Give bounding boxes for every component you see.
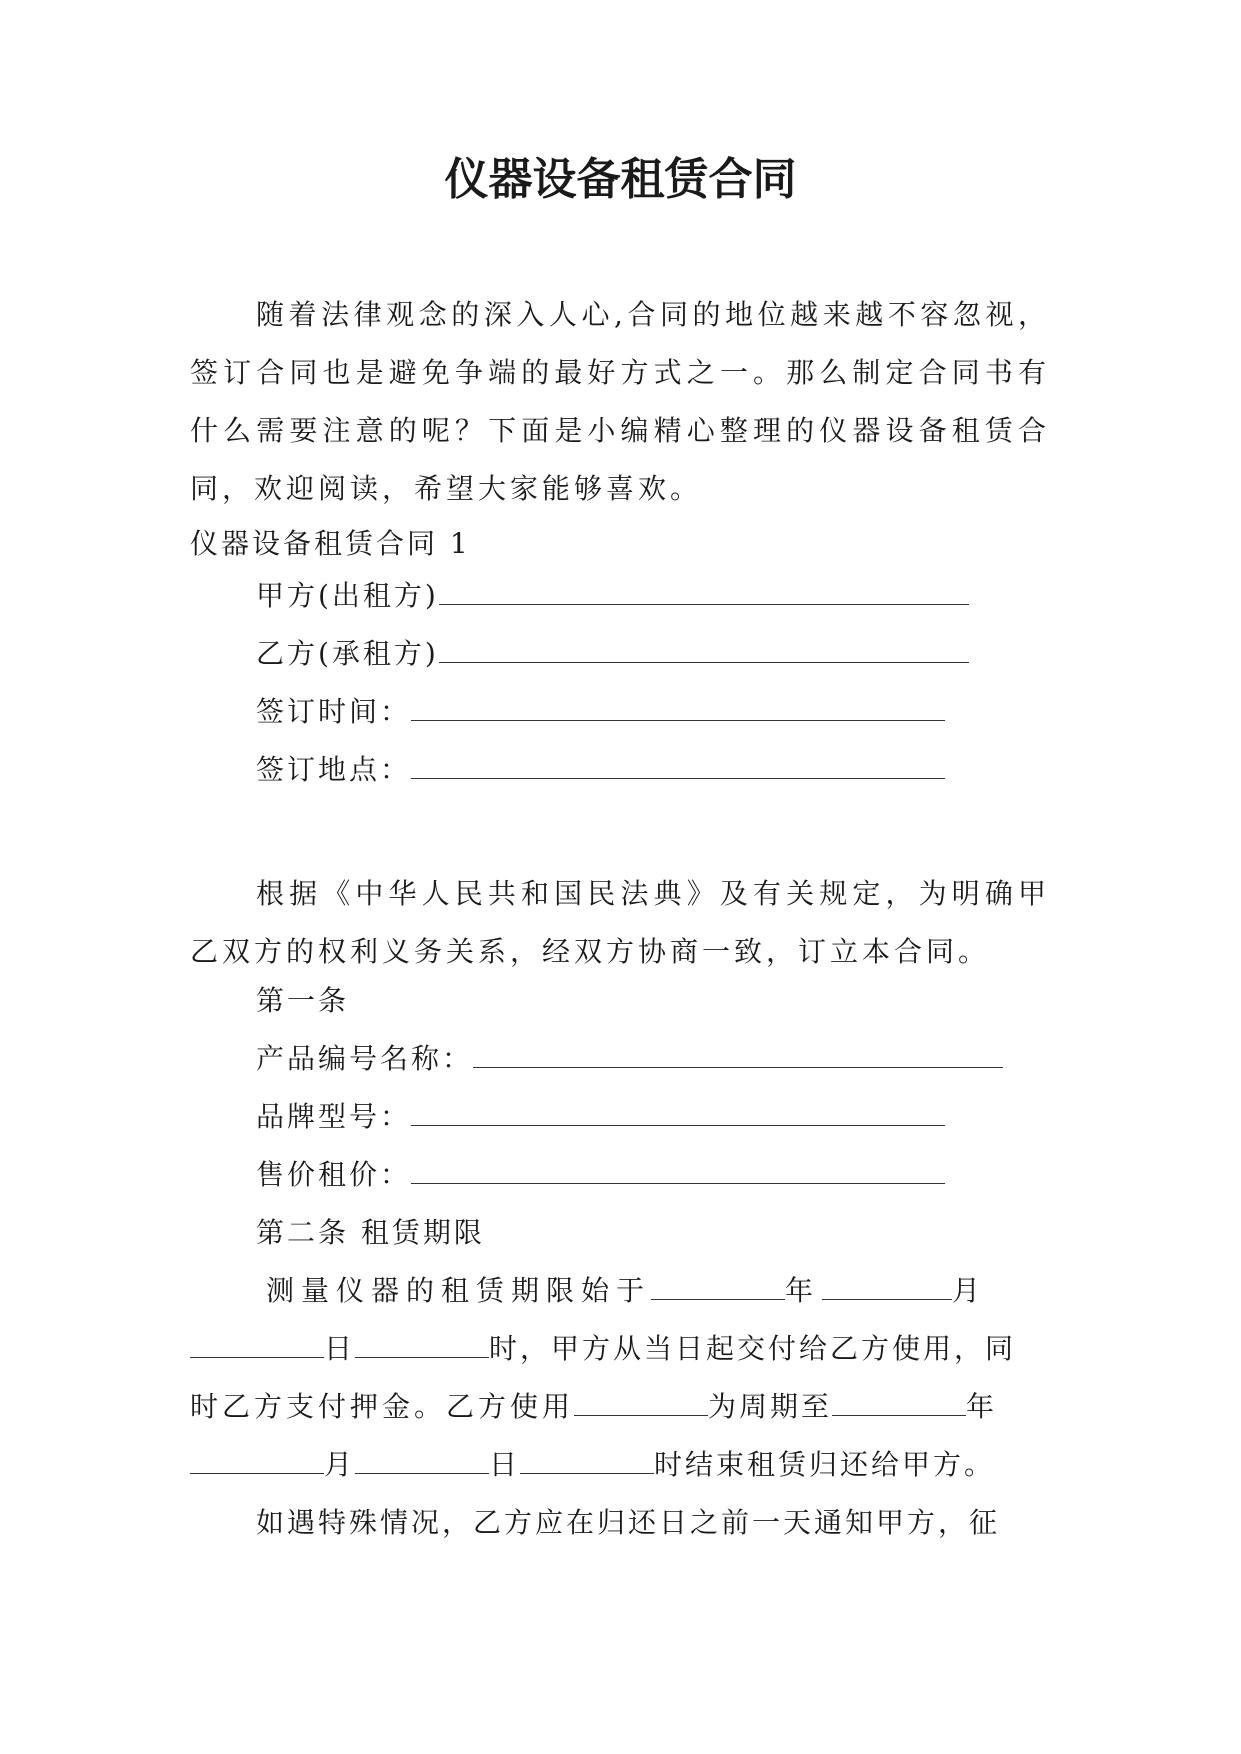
end-month-blank	[190, 1449, 324, 1474]
year-label: 年	[785, 1274, 817, 1307]
end-month-label: 月	[324, 1448, 356, 1481]
month-label: 月	[952, 1274, 984, 1307]
end-year-blank	[832, 1391, 966, 1416]
delivery-text: 时，甲方从当日起交付给乙方使用，同	[489, 1332, 1017, 1365]
article1-heading: 第一条	[256, 984, 350, 1017]
year-blank	[651, 1275, 785, 1300]
brand-label: 品牌型号：	[256, 1100, 412, 1133]
lease-start-text: 测量仪器的租赁期限始于	[266, 1274, 652, 1307]
party-a-label: 甲方(出租方)	[256, 579, 439, 612]
sign-place-field	[256, 750, 945, 790]
party-a-field	[256, 576, 969, 616]
product-label: 产品编号名称：	[256, 1042, 474, 1075]
day-label: 日	[324, 1332, 356, 1365]
sign-place-blank	[411, 754, 945, 779]
sign-time-blank	[411, 696, 945, 721]
basis-paragraph	[190, 865, 1050, 981]
lease-line-3	[190, 1387, 997, 1427]
end-day-label: 日	[489, 1448, 521, 1481]
product-blank	[473, 1043, 1003, 1068]
lease-line-2	[190, 1329, 1016, 1369]
brand-field	[256, 1097, 945, 1137]
party-a-blank	[439, 580, 969, 605]
special-case-line: 如遇特殊情况，乙方应在归还日之前一天通知甲方，征	[256, 1506, 1001, 1539]
deposit-text: 时乙方支付押金。乙方使用	[190, 1390, 575, 1423]
sign-time-field	[256, 692, 945, 732]
return-text: 时结束租赁归还给甲方。	[654, 1448, 996, 1481]
day-blank	[190, 1333, 324, 1358]
lease-line-4	[190, 1445, 995, 1485]
document-title: 仪器设备租赁合同	[444, 154, 797, 205]
product-field	[256, 1039, 1003, 1079]
month-blank	[822, 1275, 952, 1300]
period-blank	[574, 1391, 708, 1416]
party-b-label: 乙方(承租方)	[256, 637, 439, 670]
intro-text: 随着法律观念的深入人心,合同的地位越来越不容忽视，签订合同也是避免争端的最好方式之一。那么制定合同书有什么需要注意的呢？下面是小编精心整理的仪器设备租赁合同，欢迎阅读，希望大家能够喜欢。	[190, 298, 1050, 505]
price-blank	[411, 1159, 945, 1184]
brand-blank	[411, 1101, 945, 1126]
price-field	[256, 1155, 945, 1195]
lease-line-1	[266, 1271, 983, 1311]
party-b-field	[256, 634, 969, 674]
article2-heading: 第二条 租赁期限	[256, 1216, 485, 1249]
section-heading: 仪器设备租赁合同 1	[190, 527, 471, 560]
party-b-blank	[439, 638, 969, 663]
intro-paragraph	[190, 286, 1050, 518]
sign-time-label: 签订时间：	[256, 695, 412, 728]
end-hour-blank	[520, 1449, 654, 1474]
sign-place-label: 签订地点：	[256, 753, 412, 786]
period-text: 为周期至	[708, 1390, 833, 1423]
basis-text: 根据《中华人民共和国民法典》及有关规定，为明确甲乙双方的权利义务关系，经双方协商一致，订立本合同。	[190, 877, 1050, 968]
end-year-label: 年	[966, 1390, 998, 1423]
price-label: 售价租价：	[256, 1158, 412, 1191]
end-day-blank	[355, 1449, 489, 1474]
hour-blank	[355, 1333, 489, 1358]
